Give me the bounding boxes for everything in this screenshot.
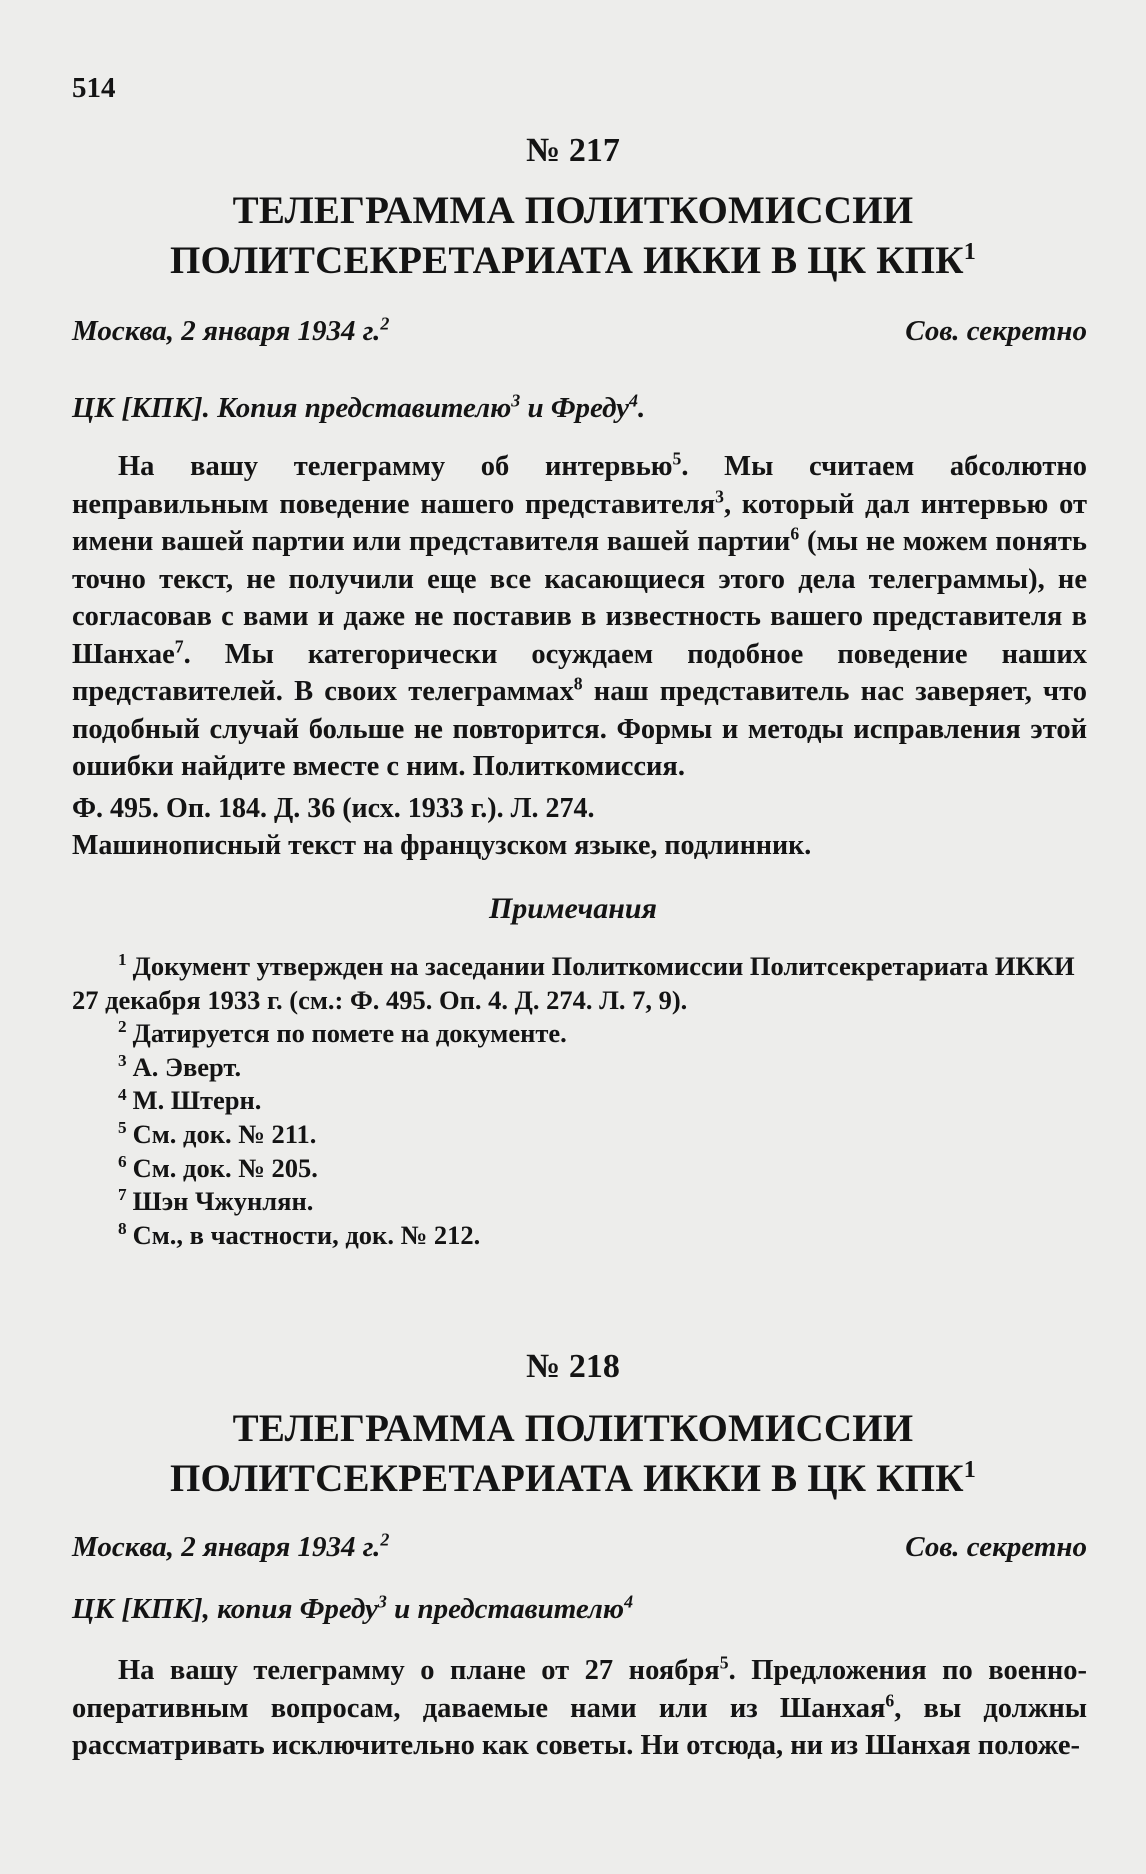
doc-218-title-note: 1	[963, 1456, 977, 1483]
doc-217-address: ЦК [КПК]. Копия представителю$^3$ и Фреду$^4$.	[72, 390, 646, 424]
doc-218-number: № 218	[526, 1348, 620, 1385]
doc-217-title-line2: ПОЛИТСЕКРЕТАРИАТА ИККИ В ЦК КПК$^1$	[169, 238, 977, 282]
notes-heading: Примечания	[488, 892, 658, 925]
doc-217-meta	[72, 315, 1087, 348]
note-item: $^5$ См. док. № 211.	[118, 1118, 317, 1149]
doc-218-classification: Сов. секретно	[905, 1531, 1087, 1563]
note-item: $^7$ Шэн Чжунлян.	[118, 1185, 314, 1217]
note-item: $^6$ См. док. № 205.	[118, 1151, 318, 1183]
doc-217-place-date: Москва, 2 января 1934 г.$^2$	[72, 313, 390, 347]
note-item: $^1$ Документ утвержден на заседании Политкомиссии Политсекретариата ИККИ 27 декабря 1933 г. (см.: Ф. 495. Оп. 4. Д. 274. Л. 7, 9).	[72, 950, 1075, 1015]
page-number: 514	[72, 72, 116, 104]
doc-217-classification: Сов. секретно	[905, 315, 1087, 347]
notes-list	[72, 950, 1087, 1252]
note-item: $^8$ См., в частности, док. № 212.	[118, 1218, 481, 1250]
doc-218-address: ЦК [КПК], копия Фреду$^3$ и представителю$^4$	[72, 1591, 634, 1625]
doc-217-body: На вашу телеграмму об интервью$^5$. Мы считаем абсолютно неправильным поведение нашего представителя$^3$, который дал интервью от имени вашей партии или представителя вашей партии$^6$ (мы не можем понять точно текст, не получили еще все касающиеся этого дела телеграммы), не согласовав с вами и даже не поставив в известность вашего представителя в Шанхае$^7$. Мы категорически осуждаем подобное поведение наших представителей. В своих телеграммах$^8$ наш представитель нас заверяет, что подобный случай больше не повторится. Формы и методы исправления этой ошибки найдите вместе с ним. Политкомиссия.	[72, 448, 1088, 782]
doc-217-archive-desc: Машинописный текст на французском языке, подлинник.	[72, 830, 812, 861]
doc-218-title-line2: ПОЛИТСЕКРЕТАРИАТА ИККИ В ЦК КПК$^1$	[169, 1456, 977, 1500]
doc-218-body: На вашу телеграмму о плане от 27 ноября$^5$. Предложения по военно-оперативным вопросам, даваемые нами или из Шанхая$^6$, вы должны рассматривать исключительно как советы. Ни отсюда, ни из Шанхая положе-	[72, 1652, 1087, 1761]
doc-218-title	[80, 1404, 1066, 1504]
note-item: $^2$ Датируется по помете на документе.	[118, 1017, 567, 1049]
note-item: $^3$ А. Эверт.	[118, 1050, 242, 1082]
doc-217-archive	[72, 790, 1087, 864]
note-item: $^4$ М. Штерн.	[118, 1084, 262, 1116]
doc-217-number: № 217	[526, 132, 620, 169]
doc-217-title-line1: ТЕЛЕГРАММА ПОЛИТКОМИССИИ	[232, 189, 914, 232]
doc-217-archive-ref: Ф. 495. Оп. 184. Д. 36 (исх. 1933 г.). Л. 274.	[72, 793, 595, 824]
doc-217-title	[80, 186, 1066, 286]
doc-218-title-line1: ТЕЛЕГРАММА ПОЛИТКОМИССИИ	[232, 1407, 914, 1450]
doc-218-meta	[72, 1531, 1087, 1564]
doc-218-place-date: Москва, 2 января 1934 г.$^2$	[72, 1529, 390, 1563]
doc-217-title-note: 1	[963, 238, 977, 265]
